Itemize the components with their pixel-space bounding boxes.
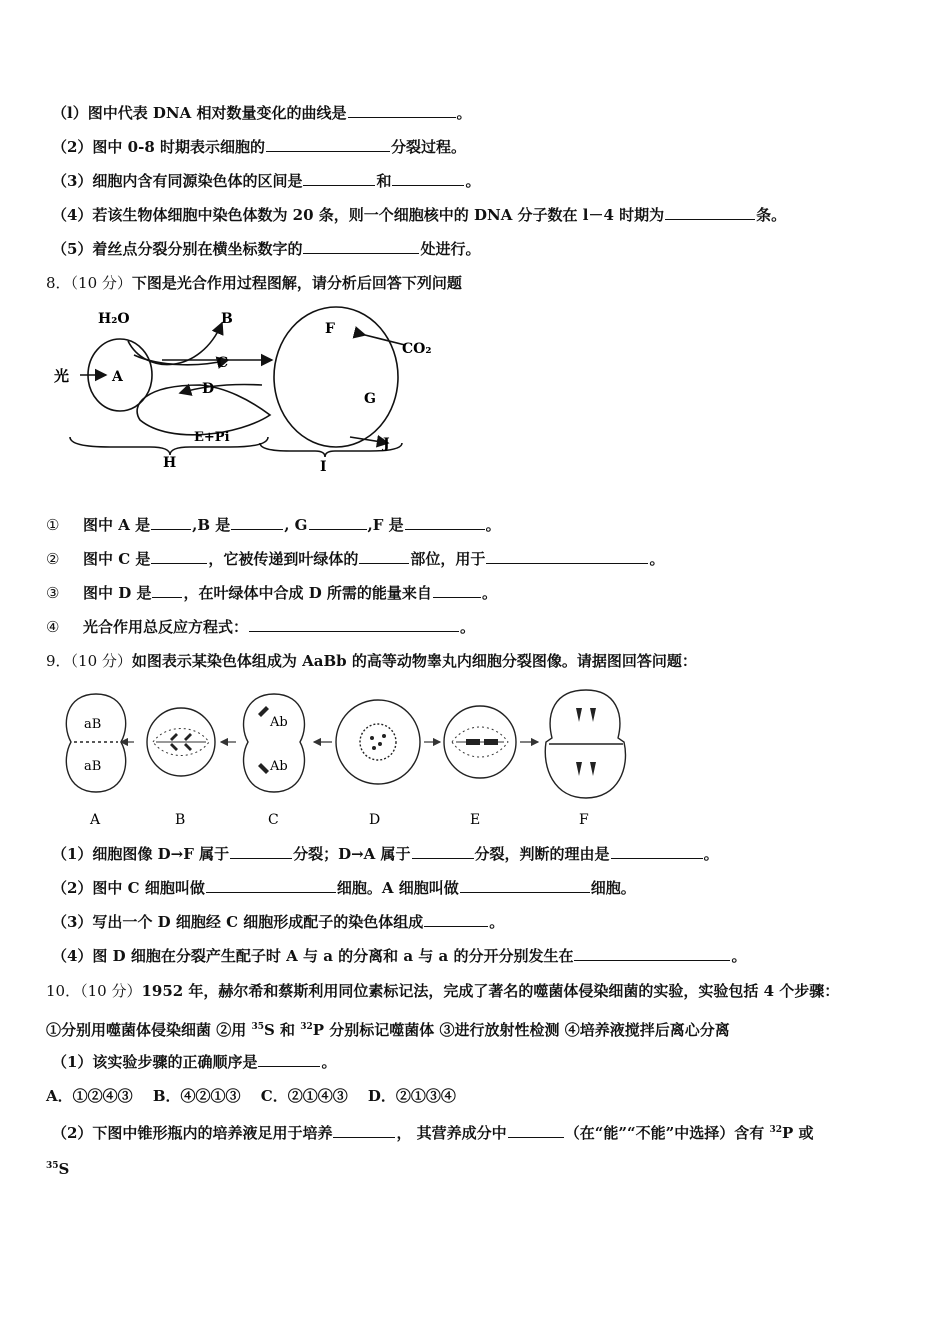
photosynthesis-diagram: [50, 305, 450, 480]
answer-blank[interactable]: [392, 171, 464, 186]
label-f: F: [325, 321, 335, 337]
cell-label-c: C: [268, 812, 279, 828]
q9-sub3: （3）写出一个 D 细胞经 C 细胞形成配子的染色体组成 。: [52, 913, 505, 931]
label-i: I: [320, 459, 327, 475]
cell-division-figure: [46, 684, 636, 832]
answer-blank[interactable]: [359, 549, 409, 564]
label-d: D: [202, 381, 215, 397]
answer-blank[interactable]: [151, 549, 207, 564]
answer-blank[interactable]: [508, 1123, 564, 1138]
answer-blank[interactable]: [249, 617, 459, 632]
q10-sub1: （1）该实验步骤的正确顺序是 。: [52, 1053, 337, 1071]
cell-label-f: F: [579, 812, 589, 828]
label-b: B: [221, 311, 233, 327]
q10-sub2-cont: $^{35}$S: [46, 1160, 70, 1178]
answer-blank[interactable]: [574, 946, 730, 961]
answer-blank[interactable]: [405, 515, 485, 530]
q7-sub3: （3）细胞内含有同源染色体的区间是 和 。: [52, 172, 481, 190]
answer-blank[interactable]: [230, 844, 292, 859]
q10-stem: 10．（10 分）1952 年，赫尔希和蔡斯利用同位素标记法，完成了著名的噬菌体侵染细菌的实验，实验包括 4 个步骤：: [46, 982, 840, 1000]
answer-blank[interactable]: [303, 239, 419, 254]
answer-blank[interactable]: [258, 1052, 320, 1067]
q8-item2: ② 图中 C 是 ，它被传递到叶绿体的 部位，用于 。: [46, 550, 665, 568]
q8-item4: ④ 光合作用总反应方程式： 。: [46, 618, 476, 636]
label-h: H: [163, 455, 177, 471]
answer-blank[interactable]: [266, 137, 390, 152]
q8-stem: 8．（10 分）下图是光合作用过程图解，请分析后回答下列问题: [46, 274, 462, 292]
answer-blank[interactable]: [460, 878, 590, 893]
answer-blank[interactable]: [151, 515, 191, 530]
q8-item1: ① 图中 A 是 ,B 是 , G ,F 是 。: [46, 516, 501, 534]
label-c: C: [217, 355, 229, 371]
gene-label: Ab: [270, 759, 288, 774]
answer-blank[interactable]: [348, 103, 456, 118]
answer-blank[interactable]: [333, 1123, 395, 1138]
answer-blank[interactable]: [611, 844, 703, 859]
label-light: 光: [54, 367, 70, 385]
label-j: J: [383, 436, 390, 452]
answer-blank[interactable]: [303, 171, 375, 186]
q8-item3: ③ 图中 D 是 ，在叶绿体中合成 D 所需的能量来自 。: [46, 584, 497, 602]
label-g: G: [364, 391, 376, 407]
gene-label: aB: [84, 759, 102, 774]
cell-label-d: D: [369, 812, 381, 828]
answer-blank[interactable]: [486, 549, 648, 564]
q7-sub4: （4）若该生物体细胞中染色体数为 20 条，则一个细胞核中的 DNA 分子数在 l－4 时期为 条。: [52, 206, 787, 224]
q7-sub5: （5）着丝点分裂分别在横坐标数字的 处进行。: [52, 240, 481, 258]
answer-blank[interactable]: [412, 844, 474, 859]
q9-stem: 9．（10 分）如图表示某染色体组成为 AaBb 的高等动物睾丸内细胞分裂图像。请据图回答问题：: [46, 652, 697, 670]
answer-blank[interactable]: [152, 583, 182, 598]
gene-label: aB: [84, 717, 102, 732]
label-ep: E+Pi: [194, 430, 230, 445]
cell-label-e: E: [470, 812, 481, 828]
answer-blank[interactable]: [424, 912, 488, 927]
label-co2: CO₂: [402, 341, 432, 357]
answer-blank[interactable]: [665, 205, 755, 220]
answer-blank[interactable]: [309, 515, 367, 530]
q7-sub1: （l）图中代表 DNA 相对数量变化的曲线是 。: [52, 104, 472, 122]
cell-label-b: B: [175, 812, 186, 828]
cell-label-a: A: [90, 812, 101, 828]
q7-sub2: （2）图中 0-8 时期表示细胞的 分裂过程。: [52, 138, 466, 156]
answer-blank[interactable]: [433, 583, 481, 598]
label-h2o: H₂O: [98, 311, 130, 327]
gene-label: Ab: [270, 715, 288, 730]
q10-steps: ①分别用噬菌体侵染细菌 ②用 $^{35}$S 和 $^{32}$P 分别标记噬菌体 ③进行放射性检测 ④培养液搅拌后离心分离: [46, 1021, 730, 1039]
q10-options[interactable]: A．①②④③ B．④②①③ C．②①④③ D．②①③④: [46, 1087, 456, 1105]
q9-sub4: （4）图 D 细胞在分裂产生配子时 A 与 a 的分离和 a 与 a 的分开分别发生在 。: [52, 947, 747, 965]
q9-sub1: （1）细胞图像 D→F 属于 分裂；D→A 属于 分裂，判断的理由是 。: [52, 845, 719, 863]
answer-blank[interactable]: [206, 878, 336, 893]
answer-blank[interactable]: [231, 515, 283, 530]
label-a: A: [112, 369, 123, 385]
q9-sub2: （2）图中 C 细胞叫做 细胞。A 细胞叫做 细胞。: [52, 879, 636, 897]
q10-sub2: （2）下图中锥形瓶内的培养液足用于培养 ， 其营养成分中 （在“能”“不能”中选择）含有 $^{32}$P 或: [52, 1124, 814, 1142]
